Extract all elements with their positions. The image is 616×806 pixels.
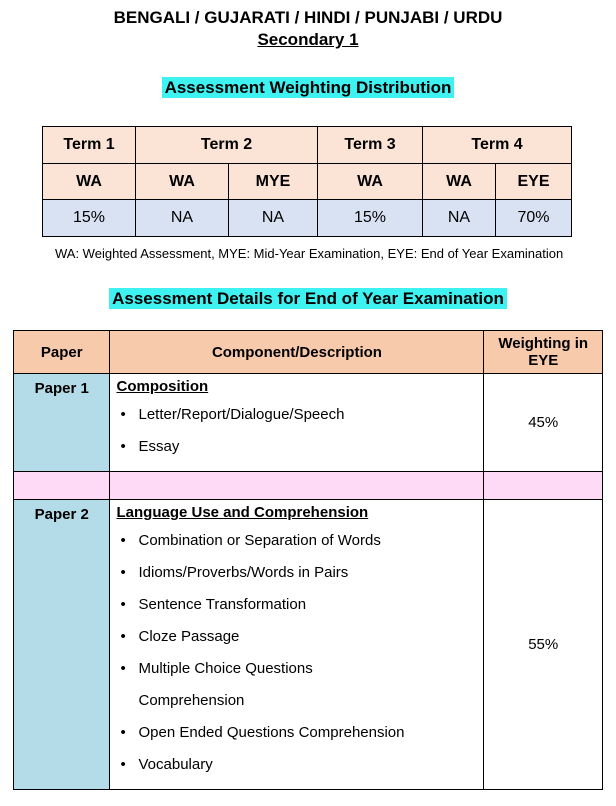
weighting-heading: Assessment Weighting Distribution <box>0 78 616 98</box>
assessment-type: WA <box>423 164 496 200</box>
column-header-weighting: Weighting in EYE <box>484 331 603 374</box>
spacer-row <box>14 472 603 500</box>
paper-1-label: Paper 1 <box>14 374 110 472</box>
term-header: Term 4 <box>423 127 572 164</box>
assessment-type: WA <box>43 164 136 200</box>
paper-1-weight: 45% <box>484 374 603 472</box>
list-item: • Vocabulary <box>138 749 483 781</box>
paper-2-weight: 55% <box>484 500 603 790</box>
column-header-component: Component/Description <box>110 331 484 374</box>
component-title: Language Use and Comprehension <box>116 504 369 521</box>
assessment-type: MYE <box>229 164 318 200</box>
weight-cell: 15% <box>318 200 423 237</box>
abbreviation-note: WA: Weighted Assessment, MYE: Mid-Year Examination, EYE: End of Year Examination <box>55 246 564 261</box>
weight-cell: 15% <box>43 200 136 237</box>
document-title: BENGALI / GUJARATI / HINDI / PUNJABI / URDU <box>113 8 503 27</box>
term-header: Term 1 <box>43 127 136 164</box>
weight-cell: NA <box>136 200 229 237</box>
weight-cell: NA <box>229 200 318 237</box>
list-item: • Cloze Passage <box>138 621 483 653</box>
list-item: • Idioms/Proverbs/Words in Pairs <box>138 557 483 589</box>
column-header-paper: Paper <box>14 331 110 374</box>
list-item: • Combination or Separation of Words <box>138 525 483 557</box>
paper-2-description <box>110 500 484 790</box>
component-title: Composition <box>116 378 209 395</box>
weight-cell: 70% <box>496 200 572 237</box>
list-item: • Multiple Choice Questions Comprehension <box>138 653 368 717</box>
paper-2-label: Paper 2 <box>14 500 110 790</box>
level-subtitle: Secondary 1 <box>257 30 359 49</box>
term-header: Term 3 <box>318 127 423 164</box>
paper-1-description <box>110 374 484 472</box>
assessment-type: WA <box>318 164 423 200</box>
weight-cell: NA <box>423 200 496 237</box>
assessment-type: EYE <box>496 164 572 200</box>
list-item: • Open Ended Questions Comprehension <box>138 717 483 749</box>
list-item: • Letter/Report/Dialogue/Speech <box>138 399 483 431</box>
list-item: • Essay <box>138 431 483 463</box>
term-header: Term 2 <box>136 127 318 164</box>
details-table <box>13 330 603 790</box>
weighting-table <box>42 126 572 237</box>
list-item: • Sentence Transformation <box>138 589 483 621</box>
assessment-type: WA <box>136 164 229 200</box>
details-heading: Assessment Details for End of Year Examination <box>0 289 616 309</box>
